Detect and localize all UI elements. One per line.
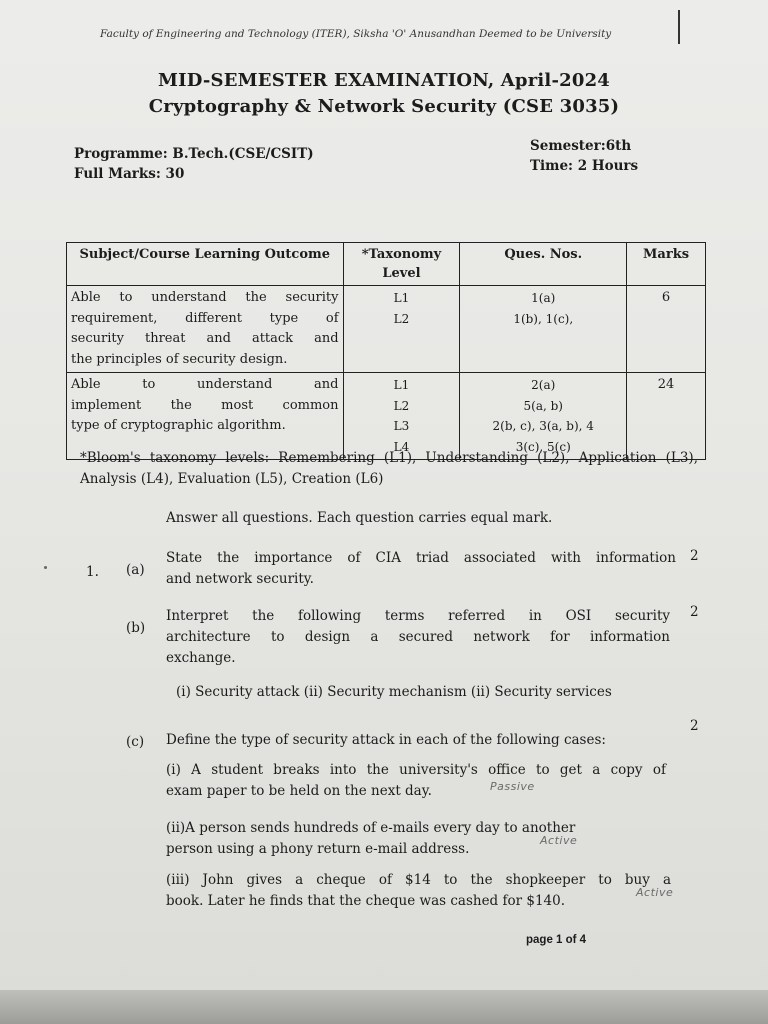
question-cell	[460, 286, 627, 373]
question-line: and network security.	[166, 571, 314, 587]
taxonomy-cell	[343, 373, 460, 460]
case-line: book. Later he finds that the cheque was cashed for $140.	[166, 893, 566, 909]
exam-title: MID-SEMESTER EXAMINATION, April-2024	[157, 70, 611, 91]
bloom-taxonomy-note: *Bloom's taxonomy levels: Remembering (L1), Understanding (L2), Application (L3), Analysis (L4), Evaluation (L5), Creation (L6)	[80, 450, 698, 487]
handwritten-note: Active	[540, 834, 578, 847]
question-marks: 2	[690, 604, 699, 620]
subquestion-label: (b)	[126, 620, 146, 636]
question-1b-text	[166, 606, 670, 669]
question-1b-sub: (i) Security attack (ii) Security mechanism (ii) Security services	[176, 684, 612, 700]
header-marks: Marks	[627, 243, 706, 286]
marks-cell: 24	[627, 373, 706, 460]
question-1c-intro: Define the type of security attack in each of the following cases:	[166, 732, 606, 748]
page-number: page 1 of 4	[526, 934, 587, 946]
outcome-line: implement the most common	[71, 397, 339, 413]
question-ref: 1(b), 1(c),	[513, 311, 574, 326]
programme: Programme: B.Tech.(CSE/CSIT)	[74, 146, 314, 162]
question-line: Interpret the following terms referred in OSI security	[166, 608, 670, 624]
outcome-cell	[67, 286, 344, 373]
case-line: (i) A student breaks into the university's office to get a copy of	[166, 762, 666, 778]
course-title: Cryptography & Network Security (CSE 3035)	[148, 96, 620, 117]
case-item	[166, 818, 666, 860]
question-ref: 1(a)	[531, 291, 556, 305]
question-line: State the importance of CIA triad associated with information	[166, 550, 676, 566]
question-line: exchange.	[166, 650, 236, 666]
question-ref: 5(a, b)	[523, 398, 563, 413]
taxonomy-level: L1	[393, 291, 410, 305]
outcome-line: Able to understand and	[71, 377, 339, 392]
taxonomy-level: L2	[393, 398, 410, 413]
institution-header: Faculty of Engineering and Technology (ITER), Siksha 'O' Anusandhan Deemed to be University	[100, 28, 612, 40]
case-line: person using a phony return e-mail address.	[166, 841, 470, 857]
full-marks: Full Marks: 30	[74, 166, 185, 182]
handwritten-note: Active	[636, 886, 674, 899]
question-number: 1.	[86, 564, 99, 580]
outcome-line: security threat and attack and	[71, 331, 339, 346]
header-outcome: Subject/Course Learning Outcome	[67, 243, 344, 286]
taxonomy-level: L2	[393, 311, 410, 326]
outcome-line: the principles of security design.	[71, 351, 288, 367]
taxonomy-level: L4	[393, 439, 410, 454]
header-questions: Ques. Nos.	[460, 243, 627, 286]
case-item	[166, 760, 666, 802]
question-ref: 2(b, c), 3(a, b), 4	[492, 419, 594, 433]
taxonomy-cell	[343, 286, 460, 373]
subquestion-label: (a)	[126, 562, 145, 578]
instructions: Answer all questions. Each question carries equal mark.	[166, 510, 553, 526]
question-cell	[460, 373, 627, 460]
question-1a-text	[166, 548, 676, 590]
case-line: exam paper to be held on the next day.	[166, 783, 432, 799]
question-line: architecture to design a secured network for information	[166, 629, 670, 645]
table-surface	[0, 990, 768, 1024]
question-ref: 2(a)	[531, 378, 556, 392]
time: Time: 2 Hours	[530, 158, 639, 174]
question-marks: 2	[690, 718, 699, 734]
outcome-line: requirement, different type of	[71, 310, 339, 326]
header-taxonomy: *Taxonomy Level	[343, 243, 460, 286]
paper-speck	[44, 566, 47, 569]
question-ref: 3(c), 5(c)	[515, 439, 571, 454]
marks-cell: 6	[627, 286, 706, 373]
question-marks: 2	[690, 548, 699, 564]
taxonomy-level: L3	[393, 419, 410, 433]
handwritten-note: Passive	[490, 780, 535, 793]
table-header-row	[67, 243, 706, 286]
taxonomy-level: L1	[393, 378, 410, 392]
outcome-line: Able to understand the security	[71, 290, 339, 305]
table-row	[67, 286, 706, 373]
case-line: (iii) John gives a cheque of $14 to the shopkeeper to buy a	[166, 872, 671, 888]
semester: Semester:6th	[530, 138, 632, 154]
margin-mark	[678, 10, 680, 44]
case-item	[166, 870, 674, 912]
outcome-line: type of cryptographic algorithm.	[71, 418, 286, 433]
outcome-cell	[67, 373, 344, 460]
case-line: (ii)A person sends hundreds of e-mails every day to another	[166, 820, 576, 836]
table-row	[67, 373, 706, 460]
subquestion-label: (c)	[126, 734, 145, 750]
learning-outcome-table	[66, 242, 706, 460]
